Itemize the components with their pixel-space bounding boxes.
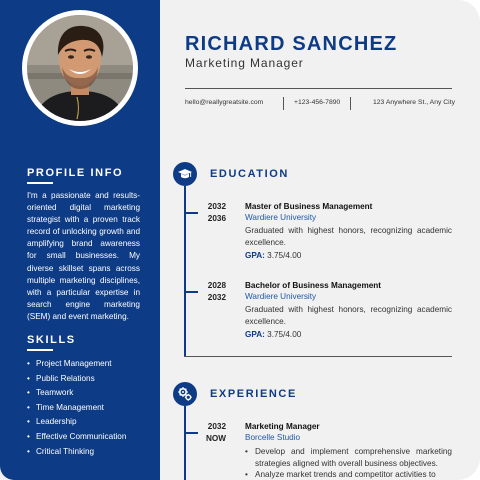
profile-heading-rule bbox=[27, 182, 53, 184]
skill-item: • Effective Communication bbox=[27, 431, 127, 441]
education-heading: EDUCATION bbox=[210, 168, 289, 180]
gpa-label: GPA: bbox=[245, 251, 265, 260]
skill-item: • Leadership bbox=[27, 417, 77, 427]
person-name: RICHARD SANCHEZ bbox=[185, 33, 398, 55]
experience-year-start: 2032 bbox=[207, 422, 226, 431]
skill-item: • Public Relations bbox=[27, 373, 95, 383]
skill-label: Critical Thinking bbox=[36, 446, 95, 456]
education-description: Graduated with highest honors, recognizing academic excellence. bbox=[245, 226, 452, 247]
education-gpa bbox=[245, 330, 301, 339]
skill-item: • Project Management bbox=[27, 359, 112, 368]
skill-item: • Teamwork bbox=[27, 388, 74, 398]
skill-label: Effective Communication bbox=[36, 431, 127, 441]
skill-label: Project Management bbox=[36, 359, 112, 368]
contact-separator bbox=[283, 97, 284, 110]
education-year-end: 2032 bbox=[207, 293, 226, 302]
experience-bullet: • Analyze market trends and competitor activities to bbox=[245, 469, 452, 480]
experience-timeline-line bbox=[184, 406, 186, 480]
profile-heading: PROFILE INFO bbox=[27, 167, 124, 179]
sidebar bbox=[0, 0, 160, 480]
experience-bullet: • Develop and implement comprehensive marketing strategies aligned with overall business objectives. bbox=[245, 447, 452, 468]
experience-year-end: NOW bbox=[205, 434, 226, 443]
gears-icon bbox=[173, 382, 197, 406]
experience-role: Marketing Manager bbox=[245, 422, 320, 431]
header-divider bbox=[185, 88, 452, 89]
skill-label: Leadership bbox=[36, 417, 77, 427]
experience-bullet-text: Develop and implement comprehensive marketing strategies aligned with overall business objectives. bbox=[255, 447, 452, 468]
portrait-image bbox=[27, 15, 133, 121]
education-degree: Master of Business Management bbox=[245, 202, 373, 211]
education-degree: Bachelor of Business Management bbox=[245, 281, 382, 290]
person-title: Marketing Manager bbox=[185, 56, 304, 70]
profile-text: I'm a passionate and results-oriented digital marketing strategist with a proven track record of unlocking growth and amplifying brand awareness for small businesses. My diverse skillset spans across multiple marketing disciplines, with a particular expertise in search engine marketing (SEM) and event marketing. bbox=[27, 191, 140, 321]
skill-label: Time Management bbox=[36, 402, 104, 412]
skill-label: Teamwork bbox=[36, 388, 74, 398]
education-year-end: 2036 bbox=[207, 214, 226, 223]
contact-email: hello@reallygreatsite.com bbox=[185, 99, 264, 106]
contact-phone: +123-456-7890 bbox=[294, 99, 341, 106]
graduation-cap-icon bbox=[173, 162, 197, 186]
education-description: Graduated with highest honors, recognizing academic excellence. bbox=[245, 305, 452, 326]
education-gpa bbox=[245, 251, 301, 260]
experience-bullet-text: Analyze market trends and competitor activities to bbox=[255, 470, 436, 479]
education-school: Wardiere University bbox=[245, 292, 317, 301]
profile-photo bbox=[22, 10, 138, 126]
contact-separator bbox=[350, 97, 351, 110]
education-school: Wardiere University bbox=[245, 213, 317, 222]
education-bottom-rule bbox=[184, 356, 452, 357]
skill-item: • Critical Thinking bbox=[27, 446, 95, 456]
skill-label: Public Relations bbox=[36, 373, 95, 383]
skills-list bbox=[27, 357, 126, 459]
education-year-start: 2032 bbox=[207, 202, 226, 211]
contact-address: 123 Anywhere St., Any City bbox=[373, 99, 455, 106]
experience-heading: EXPERIENCE bbox=[210, 388, 297, 400]
skill-item: • Time Management bbox=[27, 402, 104, 412]
gpa-value: 3.75/4.00 bbox=[267, 330, 302, 339]
gpa-value: 3.75/4.00 bbox=[267, 251, 302, 260]
gpa-label: GPA: bbox=[245, 330, 265, 339]
skills-heading: SKILLS bbox=[27, 334, 76, 346]
education-year-start: 2028 bbox=[207, 281, 226, 290]
skills-heading-rule bbox=[27, 349, 53, 351]
experience-company: Borcelle Studio bbox=[245, 433, 301, 442]
